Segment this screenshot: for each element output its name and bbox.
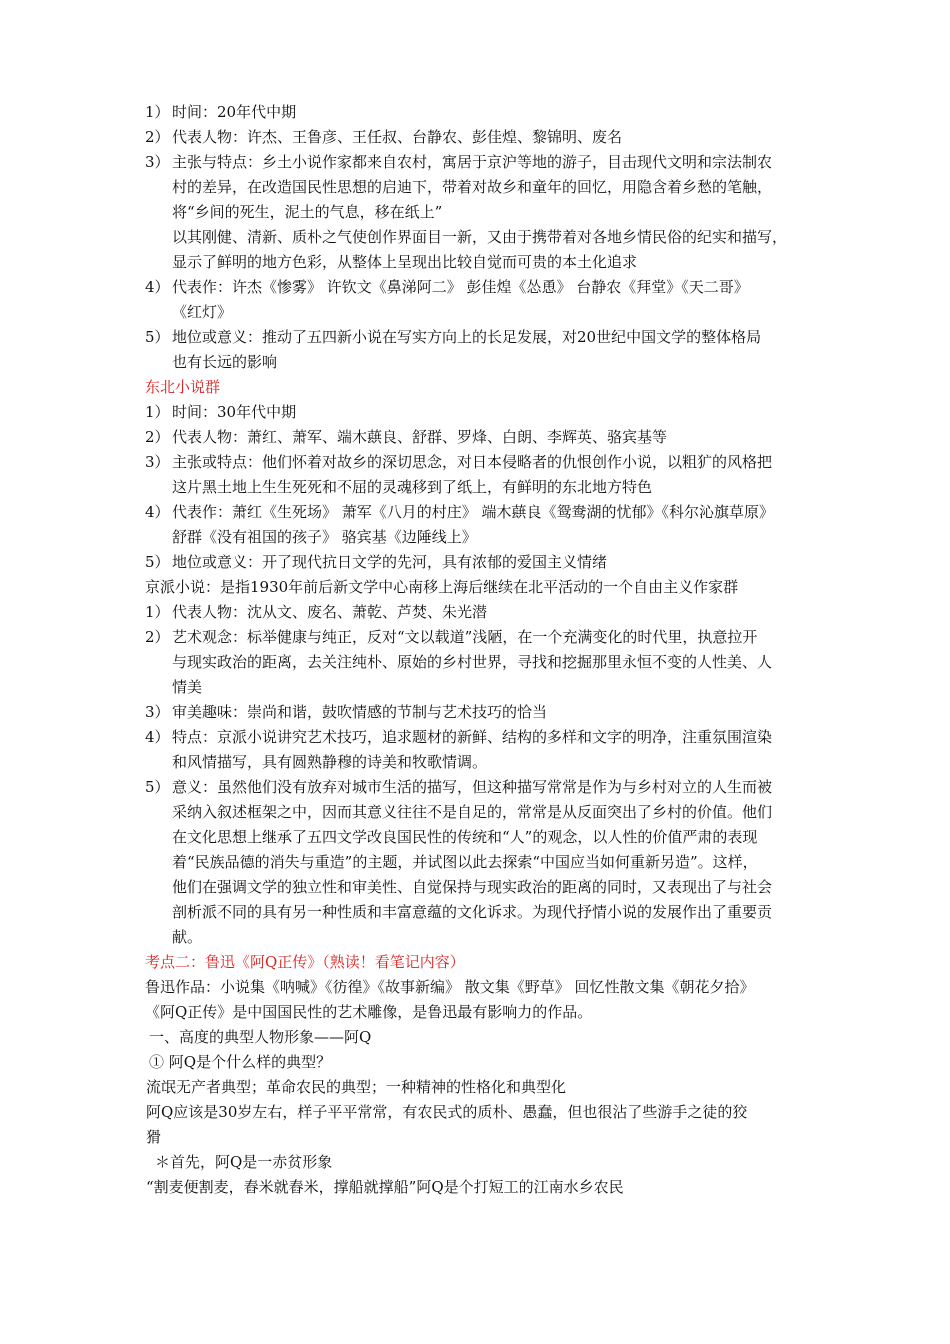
text-line: 剖析派不同的具有另一种性质和丰富意蕴的文化诉求。为现代抒情小说的发展作出了重要贡 (172, 903, 773, 921)
list-number: 1） (145, 403, 170, 421)
text-line: 这片黑土地上生生死死和不屈的灵魂移到了纸上，有鲜明的东北地方特色 (172, 478, 653, 496)
text-line: 着“民族品德的消失与重造”的主题，并试图以此去探索“中国应当如何重新另造”。这样， (172, 853, 758, 871)
text-line: 代表人物：萧红、萧军、端木蕻良、舒群、罗烽、白朗、李辉英、骆宾基等 (172, 428, 668, 446)
list-number: 4） (145, 503, 170, 521)
text-line: 他们在强调文学的独立性和审美性、自觉保持与现实政治的距离的同时，又表现出了与社会 (172, 878, 773, 896)
text-line: 代表作：许杰《惨雾》 许钦文《鼻涕阿二》 彭佳煌《怂恿》 台静农《拜堂》《天二哥》 (172, 278, 749, 296)
list-item-text (172, 700, 810, 725)
dongbei-item (145, 450, 810, 500)
text-line: 情美 (172, 678, 203, 696)
list-item-text (172, 725, 810, 775)
point-1: ＊首先，阿Q是一赤贫形象 (155, 1153, 333, 1171)
jingpai-item (145, 625, 810, 700)
dongbei-item (145, 425, 810, 450)
text-line: 特点：京派小说讲究艺术技巧，追求题材的新鲜、结构的多样和文字的明净，注重氛围渲染 (172, 728, 773, 746)
text-line: 主张与特点：乡土小说作家都来自农村，寓居于京沪等地的游子，目击现代文明和宗法制农 (172, 153, 773, 171)
a-q-description-line-1: 阿Q应该是30岁左右，样子平平常常，有农民式的质朴、愚蠢，但也很沾了些游手之徒的狡 (146, 1103, 748, 1121)
text-line: 也有长远的影响 (172, 353, 278, 371)
list-item-text (172, 125, 810, 150)
question-1: ① 阿Q是个什么样的典型？ (149, 1053, 332, 1071)
list-item-text (172, 150, 810, 275)
text-line: 显示了鲜明的地方色彩，从整体上呈现出比较自觉而可贵的本土化追求 (172, 253, 638, 271)
kaodian2-heading: 考点二：鲁迅《阿Q正传》（熟读！看笔记内容） (145, 953, 465, 971)
text-line: 献。 (172, 928, 203, 946)
list-item-text (172, 325, 810, 375)
text-line: 在文化思想上继承了五四文学改良国民性的传统和“人”的观念，以人性的价值严肃的表现 (172, 828, 758, 846)
text-line: 主张或特点：他们怀着对故乡的深切思念，对日本侵略者的仇恨创作小说，以粗犷的风格把 (172, 453, 773, 471)
text-line: 将“乡间的死生，泥土的气息，移在纸上” (172, 203, 443, 221)
list-item-text (172, 425, 810, 450)
list-number: 2） (145, 128, 170, 146)
text-line: 时间：30年代中期 (172, 403, 297, 421)
list-number: 5） (145, 328, 170, 346)
text-line: 与现实政治的距离，去关注纯朴、原始的乡村世界，寻找和挖掘那里永恒不变的人性美、人 (172, 653, 773, 671)
lu-xun-works: 鲁迅作品：小说集《呐喊》《彷徨》《故事新编》 散文集《野草》 回忆性散文集《朝花夕拾》 (145, 978, 755, 996)
xiangtu-item (145, 150, 810, 275)
text-line: 代表人物：沈从文、废名、萧乾、芦焚、朱光潜 (172, 603, 488, 621)
text-line: 时间：20年代中期 (172, 103, 297, 121)
list-number: 1） (145, 103, 170, 121)
typical-types: 流氓无产者典型；革命农民的典型；一种精神的性格化和典型化 (146, 1078, 567, 1096)
text-line: 和风情描写，具有圆熟静穆的诗美和牧歌情调。 (172, 753, 488, 771)
dongbei-item (145, 550, 810, 575)
xiangtu-item (145, 325, 810, 375)
list-number: 3） (145, 153, 170, 171)
list-number: 2） (145, 428, 170, 446)
list-item-text (172, 775, 810, 950)
xiangtu-item (145, 125, 810, 150)
text-line: 地位或意义：推动了五四新小说在写实方向上的长足发展，对20世纪中国文学的整体格局 (172, 328, 762, 346)
text-line: 村的差异，在改造国民性思想的启迪下，带着对故乡和童年的回忆，用隐含着乡愁的笔触， (172, 178, 773, 196)
jingpai-list (145, 600, 810, 950)
text-line: 代表人物：许杰、王鲁彦、王任叔、台静农、彭佳煌、黎锦明、废名 (172, 128, 623, 146)
text-line: 意义：虽然他们没有放弃对城市生活的描写，但这种描写常常是作为与乡村对立的人生而被 (172, 778, 773, 796)
list-item-text (172, 450, 810, 500)
dongbei-heading: 东北小说群 (145, 378, 221, 396)
text-line: 地位或意义：开了现代抗日文学的先河，具有浓郁的爱国主义情绪 (172, 553, 608, 571)
a-q-statement: 《阿Q正传》是中国国民性的艺术雕像，是鲁迅最有影响力的作品。 (145, 1003, 593, 1021)
quote-line: “割麦便割麦，舂米就舂米，撑船就撑船”阿Q是个打短工的江南水乡农民 (146, 1178, 624, 1196)
list-number: 2） (145, 628, 170, 646)
a-q-description-line-2: 猾 (146, 1128, 162, 1146)
list-item-text (172, 500, 810, 550)
xiangtu-item (145, 275, 810, 325)
text-line: 艺术观念：标举健康与纯正，反对“文以载道”浅陋，在一个充满变化的时代里，执意拉开 (172, 628, 758, 646)
jingpai-item (145, 775, 810, 950)
list-number: 3） (145, 453, 170, 471)
list-number: 4） (145, 728, 170, 746)
list-item-text (172, 100, 810, 125)
document-content (145, 100, 810, 1200)
dongbei-item (145, 400, 810, 425)
jingpai-item (145, 600, 810, 625)
list-item-text (172, 275, 810, 325)
list-number: 5） (145, 778, 170, 796)
xiangtu-list (145, 100, 810, 375)
list-number: 4） (145, 278, 170, 296)
list-number: 3） (145, 703, 170, 721)
text-line: 以其刚健、清新、质朴之气使创作界面目一新，又由于携带着对各地乡情民俗的纪实和描写， (172, 228, 788, 246)
dongbei-item (145, 500, 810, 550)
list-number: 1） (145, 603, 170, 621)
list-item-text (172, 600, 810, 625)
text-line: 代表作：萧红《生死场》 萧军《八月的村庄》 端木蕻良《鸳鸯湖的忧郁》《科尔沁旗草原》 (172, 503, 775, 521)
list-item-text (172, 400, 810, 425)
text-line: 《红灯》 (172, 303, 233, 321)
jingpai-item (145, 700, 810, 725)
text-line: 舒群《没有祖国的孩子》 骆宾基《边陲线上》 (172, 528, 477, 546)
list-item-text (172, 550, 810, 575)
text-line: 审美趣味：崇尚和谐，鼓吹情感的节制与艺术技巧的恰当 (172, 703, 548, 721)
dongbei-list (145, 400, 810, 575)
xiangtu-item (145, 100, 810, 125)
list-number: 5） (145, 553, 170, 571)
section-heading-1: 一、高度的典型人物形象——阿Q (149, 1028, 372, 1046)
text-line: 采纳入叙述框架之中，因而其意义往往不是自足的，常常是从反面突出了乡村的价值。他们 (172, 803, 773, 821)
list-item-text (172, 625, 810, 700)
jingpai-intro: 京派小说：是指1930年前后新文学中心南移上海后继续在北平活动的一个自由主义作家群 (145, 578, 739, 596)
jingpai-item (145, 725, 810, 775)
